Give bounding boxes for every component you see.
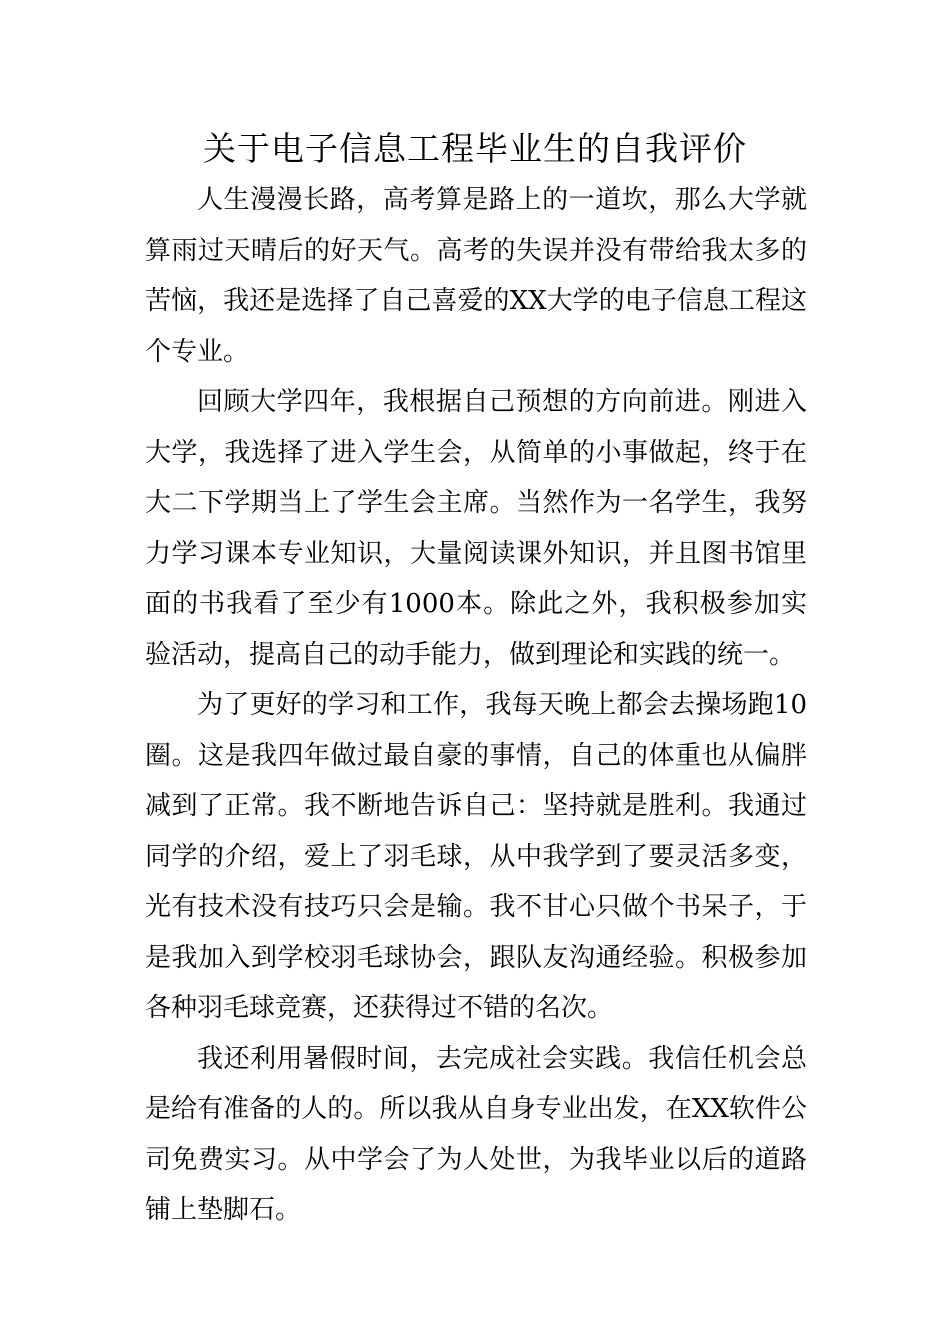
document-title: 关于电子信息工程毕业生的自我评价 (203, 129, 747, 168)
paragraph-2: 回顾大学四年，我根据自己预想的方向前进。刚进入大学，我选择了进入学生会，从简单的小事做起，终于在大二下学期当上了学生会主席。当然作为一名学生，我努力学习课本专业知识，大量阅读课外知识，并且图书馆里面的书我看了至少有1000本。除此之外，我积极参加实验活动，提高自己的动手能力，做到理论和实践的统一。 (145, 387, 807, 670)
paragraph-3: 为了更好的学习和工作，我每天晚上都会去操场跑10圈。这是我四年做过最自豪的事情，自己的体重也从偏胖减到了正常。我不断地告诉自己：坚持就是胜利。我通过同学的介绍，爱上了羽毛球，从中我学到了要灵活多变，光有技术没有技巧只会是输。我不甘心只做个书呆子，于是我加入到学校羽毛球协会，跟队友沟通经验。积极参加各种羽毛球竞赛，还获得过不错的名次。 (145, 690, 807, 1023)
paragraph-4: 我还利用暑假时间，去完成社会实践。我信任机会总是给有准备的人的。所以我从自身专业出发，在XX软件公司免费实习。从中学会了为人处世，为我毕业以后的道路铺上垫脚石。 (145, 1043, 807, 1225)
paragraph-1: 人生漫漫长路，高考算是路上的一道坎，那么大学就算雨过天晴后的好天气。高考的失误并没有带给我太多的苦恼，我还是选择了自己喜爱的XX大学的电子信息工程这个专业。 (145, 185, 807, 367)
document-body (145, 175, 807, 1236)
